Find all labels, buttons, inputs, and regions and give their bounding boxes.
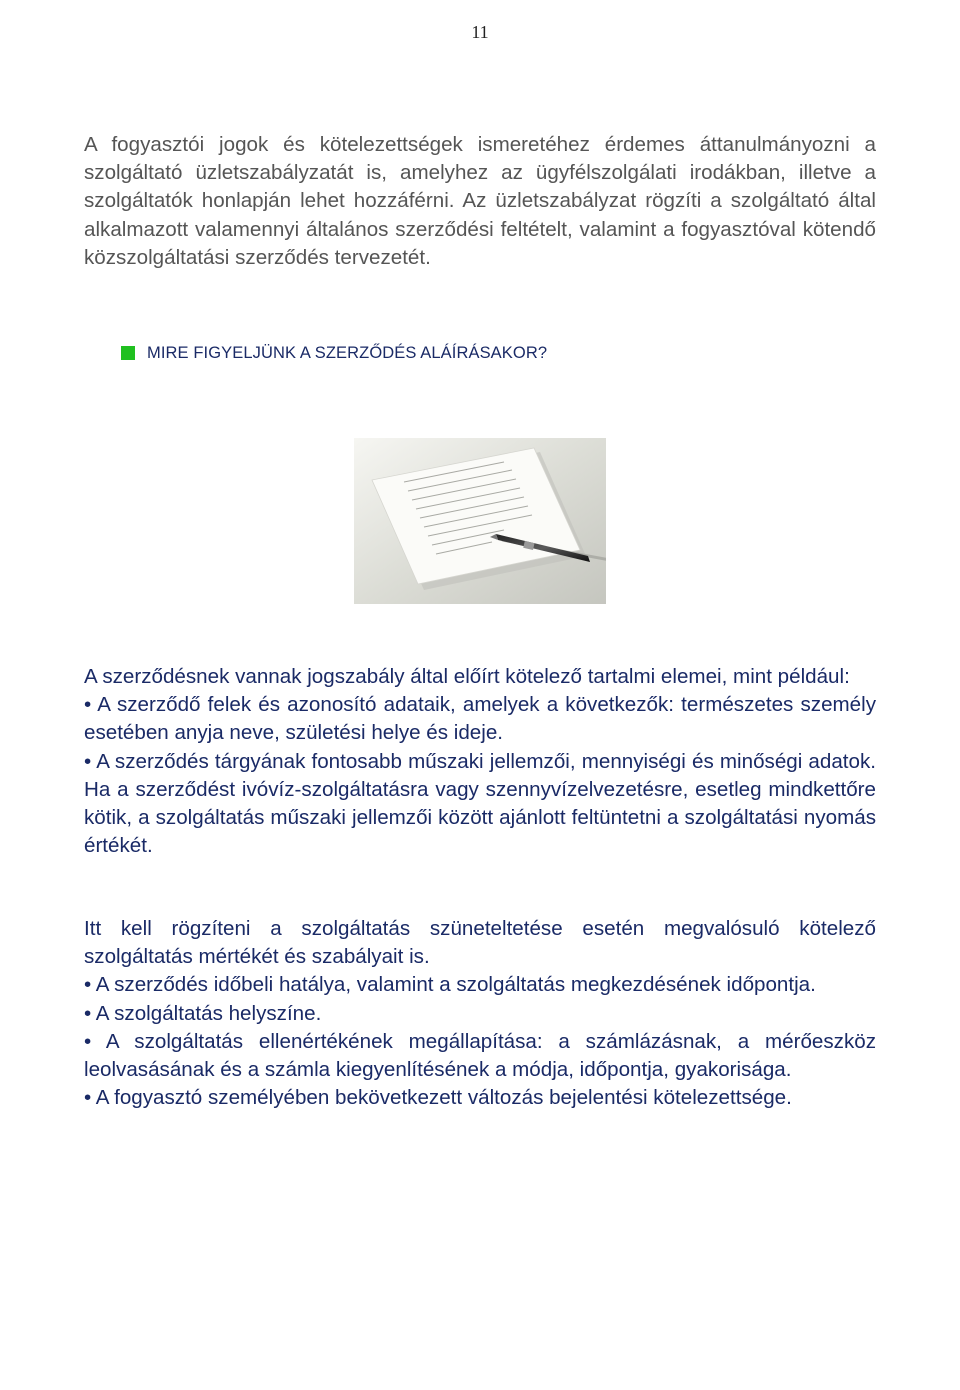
list-item: • A szerződő felek és azonosító adataik, amelyek a következők: természetes személy esetében anyja neve, születési helye és ideje.	[84, 693, 876, 745]
contract-pen-photo	[354, 438, 606, 604]
list-item: • A fogyasztó személyében bekövetkezett változás bejelentési kötelezettsége.	[84, 1086, 792, 1110]
green-square-bullet-icon	[121, 346, 135, 360]
intro-paragraph: A fogyasztói jogok és kötelezettségek ismeretéhez érdemes áttanulmányozni a szolgáltató üzletszabályzatát is, amelyhez az ügyfélszolgálati irodákban, illetve a szolgáltatók honlapján lehet hozzáférni. Az üzletszabályzat rögzíti a szolgáltató által alkalmazott valamennyi általános szerződési feltételt, valamint a fogyasztóval kötendő közszolgáltatási szerződés tervezetét.	[84, 133, 876, 269]
page-number: 11	[471, 22, 489, 42]
section-heading-text: MIRE FIGYELJÜNK A SZERZŐDÉS ALÁÍRÁSAKOR?	[147, 344, 548, 362]
body-paragraph: A szerződésnek vannak jogszabály által előírt kötelező tartalmi elemei, mint például:	[84, 665, 850, 688]
additional-elements-section	[84, 915, 876, 1112]
section-heading	[121, 344, 547, 363]
list-item: • A szerződés időbeli hatálya, valamint a szolgáltatás megkezdésének időpontja.	[84, 973, 816, 997]
list-item: • A szolgáltatás helyszíne.	[84, 1001, 322, 1025]
list-item: • A szolgáltatás ellenértékének megállapítása: a számlázásnak, a mérőeszköz leolvasásának és a számla kiegyenlítésének a módja, időpontja, gyakorisága.	[84, 1029, 876, 1082]
body-paragraph: Itt kell rögzíteni a szolgáltatás szüneteltetése esetén megvalósuló kötelező szolgáltatás mértékét és szabályait is.	[84, 917, 876, 969]
list-item: • A szerződés tárgyának fontosabb műszaki jellemzői, mennyiségi és minőségi adatok. Ha a szerződést ivóvíz-szolgáltatásra vagy szennyvízelvezetésre, esetleg mindkettőre kötik, a szolgáltatás műszaki jellemzői között ajánlott feltüntetni a szolgáltatási nyomás értékét.	[84, 749, 876, 858]
mandatory-elements-section	[84, 663, 876, 860]
